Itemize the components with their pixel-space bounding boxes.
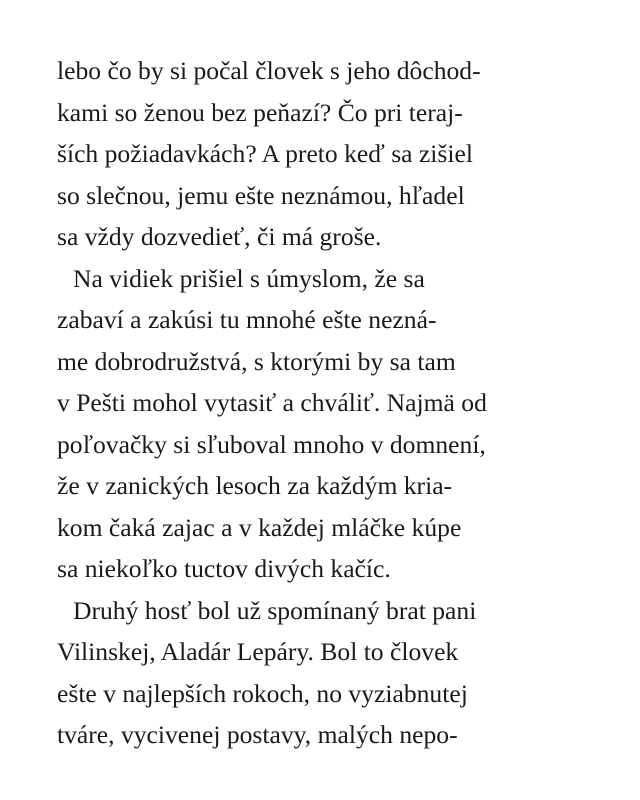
text-line: zabaví a zakúsi tu mnohé ešte nezná- [57,305,437,334]
text-line: v Pešti mohol vytasiť a chváliť. Najmä od [57,388,487,417]
text-line: poľovačky si sľuboval mnoho v domnení, [57,429,486,459]
paragraph-start-line: Druhý hosť bol už spomínaný brat pani [73,595,477,625]
paragraph-start-line: Na vidiek prišiel s úmyslom, že sa [73,263,425,293]
text-line: kom čaká zajac a v každej mláčke kúpe [57,512,462,542]
book-page [57,50,597,756]
text-line: sa vždy dozvedieť, či má groše. [57,222,382,251]
text-line: Vilinskej, Aladár Lepáry. Bol to človek [57,637,459,666]
text-line: lebo čo by si počal človek s jeho dôchod- [57,56,481,85]
text-line: ších požiadavkách? A preto keď sa zišiel [57,139,473,168]
text-line: ešte v najlepších rokoch, no vyziabnutej [57,678,468,708]
text-line: me dobrodružstvá, s ktorými by sa tam [57,346,456,376]
text-line: sa niekoľko tuctov divých kačíc. [57,554,391,583]
text-line: so slečnou, jemu ešte neznámou, hľadel [57,180,465,210]
text-line: kami so ženou bez peňazí? Čo pri teraj- [57,97,463,127]
text-line: že v zanických lesoch za každým kria- [57,471,453,500]
text-line: tváre, vycivenej postavy, malých nepo- [57,720,458,749]
